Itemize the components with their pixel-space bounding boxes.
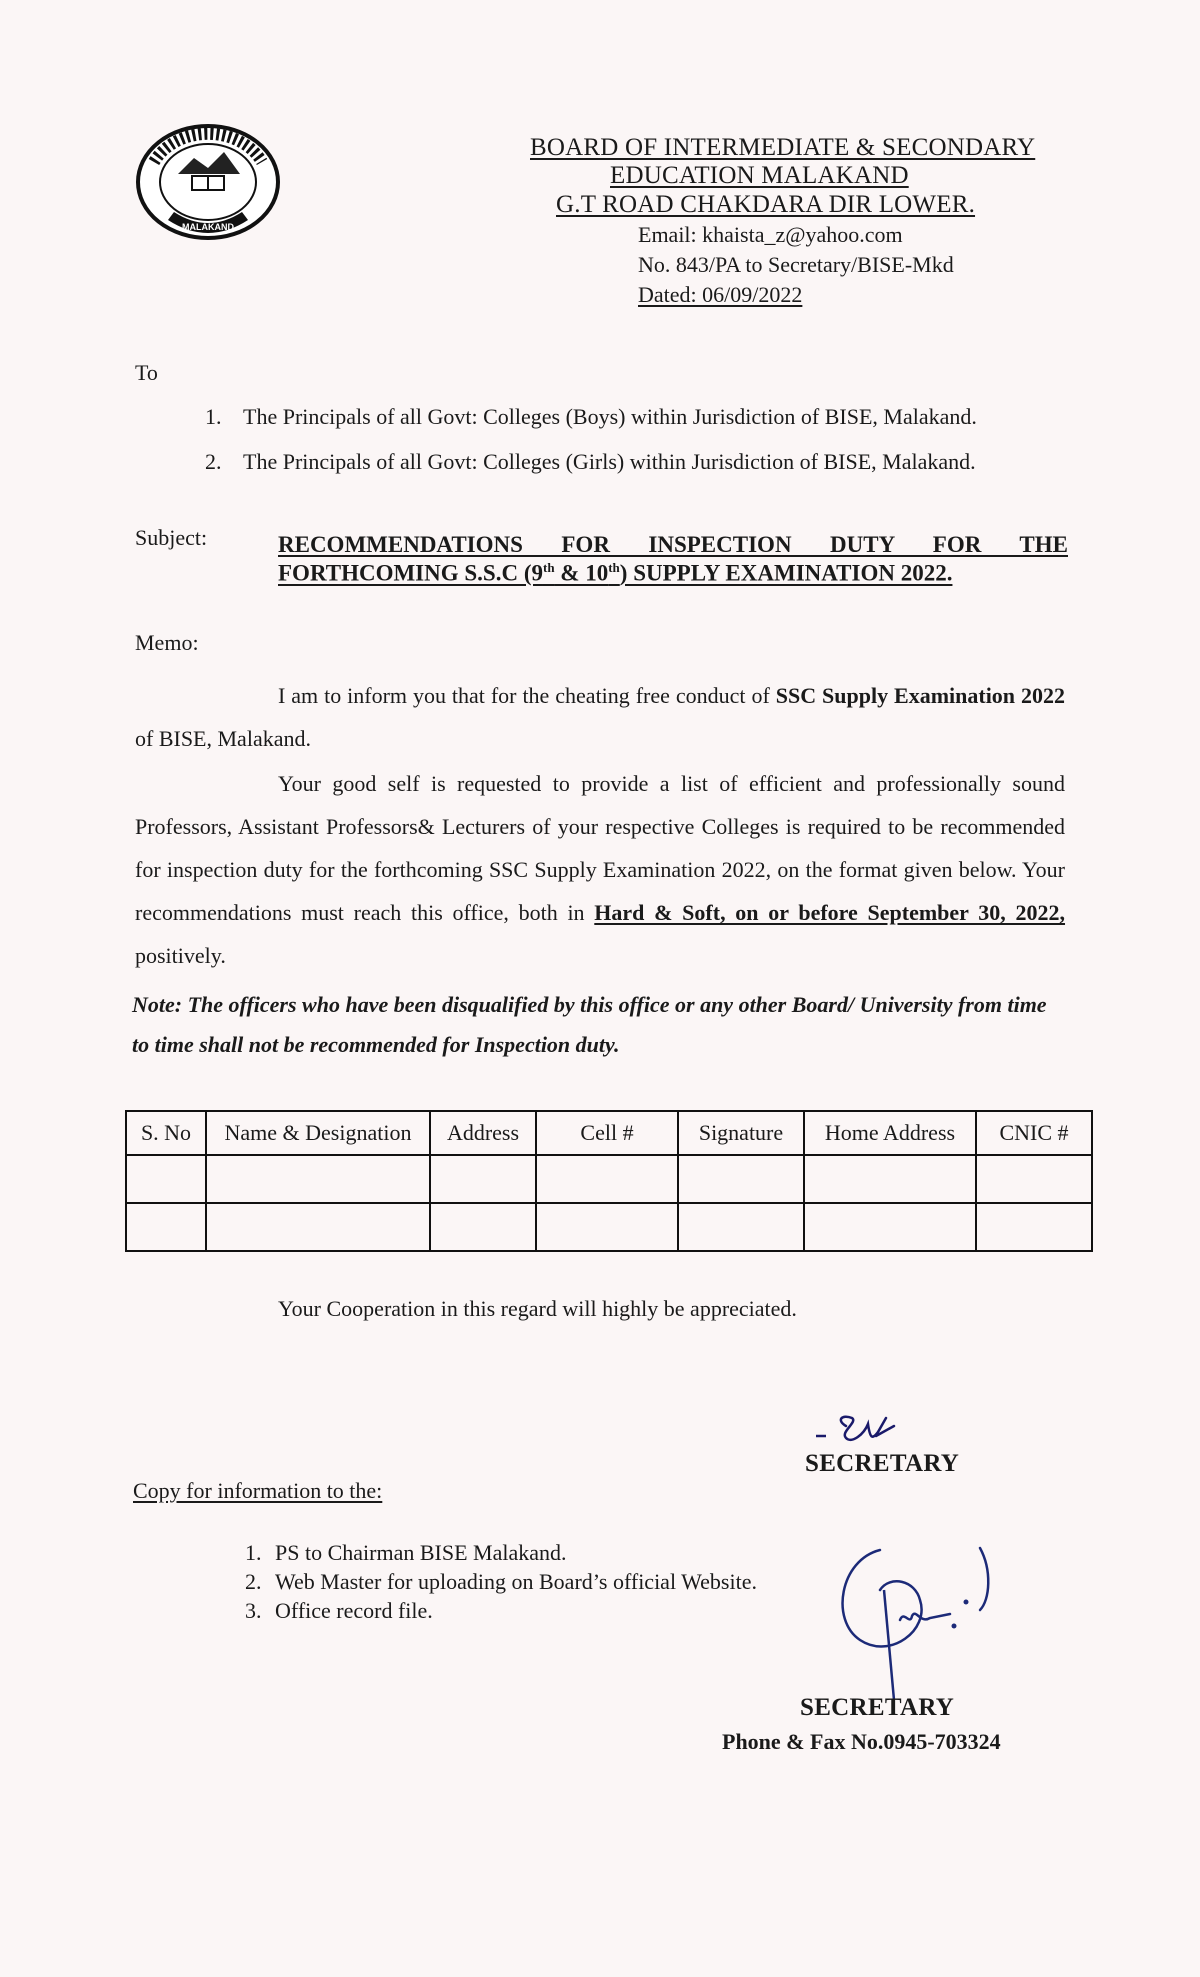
list-item <box>205 439 977 484</box>
list-number: 1. <box>245 1540 262 1565</box>
secretary-title: SECRETARY <box>805 1450 960 1477</box>
svg-text:MALAKAND: MALAKAND <box>182 222 234 232</box>
table-cell <box>804 1155 976 1203</box>
header-date: Dated: 06/09/2022 <box>638 282 803 307</box>
table-cell <box>126 1203 206 1251</box>
phone-fax-number: Phone & Fax No.0945-703324 <box>722 1729 1001 1754</box>
table-row <box>126 1155 1092 1203</box>
table-cell <box>976 1155 1092 1203</box>
column-header: Signature <box>678 1111 804 1155</box>
table-cell <box>206 1203 430 1251</box>
to-label: To <box>135 360 158 385</box>
copy-label: Copy for information to the: <box>133 1478 383 1503</box>
recommendation-table <box>125 1110 1093 1252</box>
memo-paragraph-1: I am to inform you that for the cheating free conduct of SSC Supply Examination 2022 of BISE, Malakand. <box>135 683 1065 751</box>
table-cell <box>976 1203 1092 1251</box>
table-cell <box>126 1155 206 1203</box>
header-reference-number: No. 843/PA to Secretary/BISE-Mkd <box>638 252 954 277</box>
list-number: 1. <box>205 404 222 429</box>
table-cell <box>430 1155 536 1203</box>
recipient-text: The Principals of all Govt: Colleges (Girls) within Jurisdiction of BISE, Malakand. <box>243 449 976 474</box>
header-address: G.T ROAD CHAKDARA DIR LOWER. <box>556 191 976 218</box>
subject-line-2: FORTHCOMING S.S.C (9th & 10th) SUPPLY EXAMINATION 2022. <box>278 560 953 586</box>
list-item <box>245 1567 757 1596</box>
list-item <box>205 394 977 439</box>
table-cell <box>536 1155 678 1203</box>
table-cell <box>804 1203 976 1251</box>
copy-item-text: Web Master for uploading on Board’s official Website. <box>275 1569 757 1594</box>
copy-item-text: PS to Chairman BISE Malakand. <box>275 1540 567 1565</box>
subject-line-1: RECOMMENDATIONS FOR INSPECTION DUTY FOR THE <box>278 532 1068 557</box>
subject-label: Subject: <box>135 525 208 550</box>
sd-signature-mark <box>812 1410 932 1455</box>
column-header: S. No <box>126 1111 206 1155</box>
board-logo-seal <box>134 122 282 246</box>
table-row <box>126 1203 1092 1251</box>
column-header: Name & Designation <box>206 1111 430 1155</box>
table-cell <box>678 1155 804 1203</box>
table-cell <box>430 1203 536 1251</box>
cooperation-note: Your Cooperation in this regard will highly be appreciated. <box>278 1296 797 1321</box>
recipient-list <box>205 394 977 484</box>
column-header: Cell # <box>536 1111 678 1155</box>
memo-paragraph-2: Your good self is requested to provide a list of efficient and professionally sound Professors, Assistant Professors& Lecturers of your respective Colleges is required to be recommended for inspection duty for the forthcoming SSC Supply Examination 2022, on the format given below. Your recommendations must reach this office, both in Hard & Soft, on or before September 30, 2022, positively. <box>135 771 1066 968</box>
recipient-text: The Principals of all Govt: Colleges (Boys) within Jurisdiction of BISE, Malakand. <box>243 404 977 429</box>
header-education-malakand: EDUCATION MALAKAND <box>610 162 909 189</box>
column-header: Home Address <box>804 1111 976 1155</box>
header-email: Email: khaista_z@yahoo.com <box>638 222 903 247</box>
copy-list <box>245 1538 757 1625</box>
column-header: CNIC # <box>976 1111 1092 1155</box>
header-board-name: BOARD OF INTERMEDIATE & SECONDARY <box>530 134 1036 161</box>
memo-note: Note: The officers who have been disqualified by this office or any other Board/ University from time to time shall not be recommended for Inspection duty. <box>132 992 1047 1057</box>
table-header-row <box>126 1111 1092 1155</box>
list-item <box>245 1596 757 1625</box>
list-number: 2. <box>205 449 222 474</box>
column-header: Address <box>430 1111 536 1155</box>
copy-item-text: Office record file. <box>275 1598 433 1623</box>
list-number: 3. <box>245 1598 262 1623</box>
list-item <box>245 1538 757 1567</box>
list-number: 2. <box>245 1569 262 1594</box>
table-cell <box>206 1155 430 1203</box>
table-cell <box>678 1203 804 1251</box>
table-cell <box>536 1203 678 1251</box>
memo-label: Memo: <box>135 630 199 655</box>
footer-secretary-title: SECRETARY <box>800 1694 955 1721</box>
